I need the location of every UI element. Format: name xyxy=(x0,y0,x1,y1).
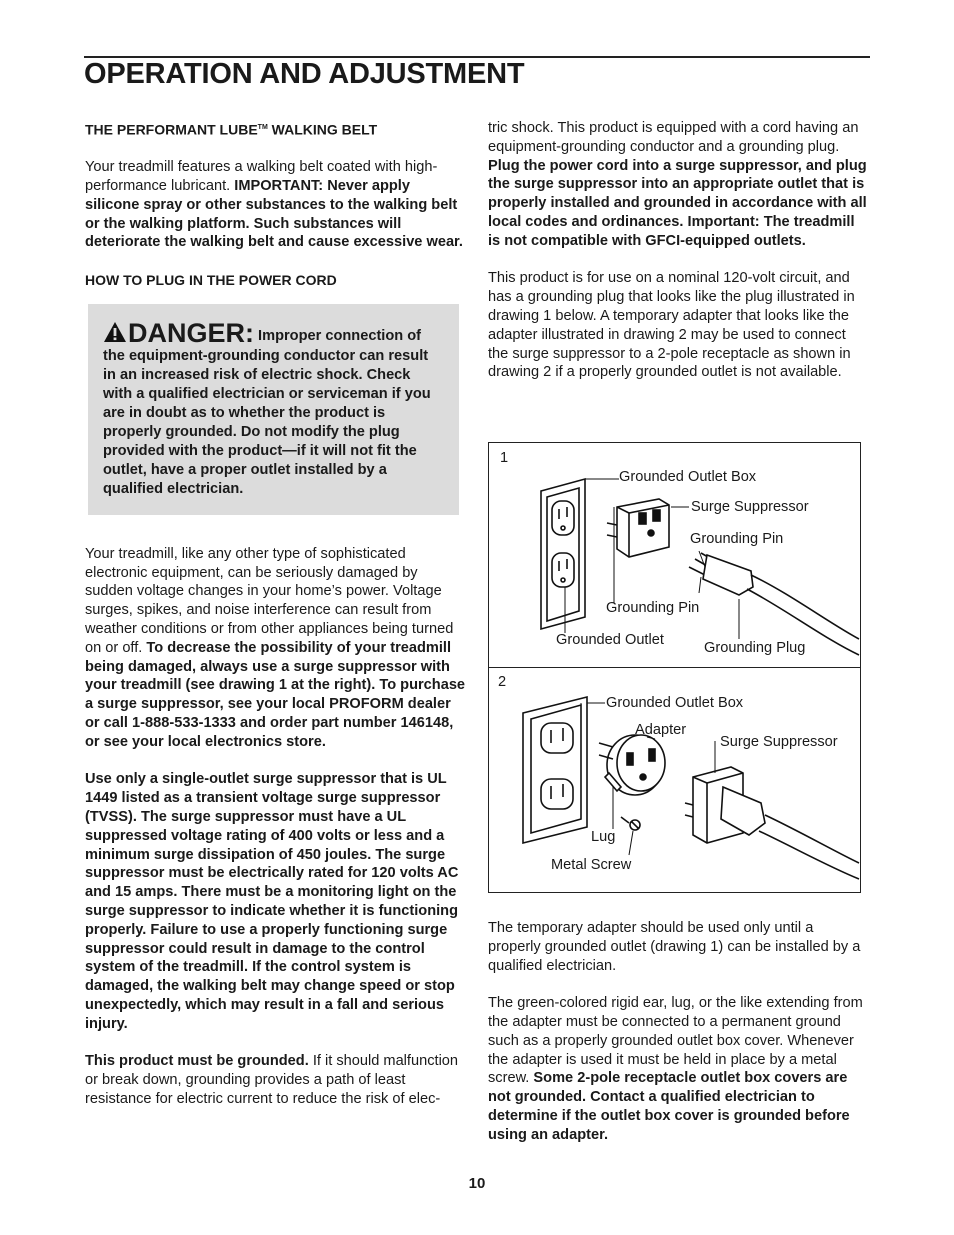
plug-instructions-paragraph: tric shock. This product is equipped with a cord having an equipment-grounding conductor and a grounding plug. Plug the power cord into a surge suppressor, and plug the surge suppressor into an appropriate outlet that is properly installed and grounded in accordance with all local codes and ordinances. Important: The treadmill is not compatible with GFCI-equipped outlets. xyxy=(488,120,867,249)
label-grounding-pin-bottom: Grounding Pin xyxy=(606,600,700,616)
danger-label: DANGER: xyxy=(128,317,254,348)
walking-belt-paragraph: Your treadmill features a walking belt coated with high-performance lubricant. IMPORTANT: Never apply silicone spray or other substances to the walking belt or the walking platform. Such substances will deteriorate the walking belt and cause excessive wear. xyxy=(85,159,463,251)
label-grounded-outlet-box-1: Grounded Outlet Box xyxy=(619,469,757,485)
danger-text: Improper connection of the equipment-grounding conductor can result in an increased risk of electric shock. Check with a qualified electrician or serviceman if you are in doubt as to whether the product is properly grounded. Do not modify the plug provided with the product—if it will not fit the outlet, have a proper outlet installed by a qualified electrician. xyxy=(103,327,431,497)
label-adapter: Adapter xyxy=(635,722,687,738)
surge-suppressor-1 xyxy=(607,499,669,557)
drawing-1-number: 1 xyxy=(500,450,509,466)
surge-suppressor-2 xyxy=(685,767,859,879)
section-heading-walking-belt: THE PERFORMANT LUBE™ WALKING BELT xyxy=(85,121,378,138)
label-surge-suppressor-1: Surge Suppressor xyxy=(691,499,809,515)
label-grounded-outlet-box-2: Grounded Outlet Box xyxy=(606,695,744,711)
page-title: OPERATION AND ADJUSTMENT xyxy=(84,58,525,90)
right-column xyxy=(488,119,868,382)
plug-diagram-figure xyxy=(488,442,861,893)
danger-warning-box xyxy=(88,304,459,515)
label-metal-screw: Metal Screw xyxy=(551,857,632,873)
surge-suppressor-requirements: Use only a single-outlet surge suppressor that is UL 1449 listed as a transient voltage surge suppressor (TVSS). The surge suppressor must have a UL suppressed voltage rating of 400 volts or less and a minimum surge dissipation of 450 joules. The surge suppressor must be electrically rated for 120 volts AC and 15 amps. There must be a monitoring light on the surge suppressor to indicate whether it is functioning properly. Failure to use a properly functioning surge suppressor could result in damage to the control system of the treadmill. If the control system is damaged, the walking belt may change speed or stop unexpectedly, which may result in a fall and serious injury. xyxy=(85,771,459,1032)
grounded-outlet-box-2 xyxy=(523,697,587,843)
warning-triangle-icon xyxy=(103,321,127,343)
left-column xyxy=(85,119,467,1109)
grounding-paragraph: This product must be grounded. If it should malfunction or break down, grounding provides a path of least resistance for electric current to reduce the risk of elec- xyxy=(85,1053,459,1107)
page-number: 10 xyxy=(468,1175,486,1192)
grounded-outlet-box-1 xyxy=(541,479,585,629)
label-grounding-plug: Grounding Plug xyxy=(704,640,806,656)
label-grounding-pin-top: Grounding Pin xyxy=(690,531,784,547)
label-surge-suppressor-2: Surge Suppressor xyxy=(720,734,838,750)
temporary-adapter-paragraph: The temporary adapter should be used only until a properly grounded outlet (drawing 1) can be installed by a qualified electrician. xyxy=(488,920,861,974)
surge-paragraph: Your treadmill, like any other type of sophisticated electronic equipment, can be seriously damaged by sudden voltage changes in your home’s power. Voltage surges, spikes, and noise interference can result from weather conditions or from other appliances being turned on or off. To decrease the possibility of your treadmill being damaged, always use a surge suppressor with your treadmill (see drawing 1 at the right). To purchase a surge suppressor, see your local PROFORM dealer or call 1-888-533-1333 and order part number 146148, or see your local electronics store. xyxy=(85,545,466,750)
label-lug: Lug xyxy=(591,829,616,845)
right-column-lower xyxy=(488,919,870,1145)
circuit-paragraph: This product is for use on a nominal 120-volt circuit, and has a grounding plug that looks like the plug illustrated in drawing 1 below. A temporary adapter that looks like the adapter illustrated in drawing 2 may be used to connect the surge suppressor to a 2-pole receptacle as shown in drawing 2 if a properly grounded outlet is not available. xyxy=(488,270,855,381)
adapter-grounding-paragraph: The green-colored rigid ear, lug, or the like extending from the adapter must be connected to a permanent ground such as a properly grounded outlet box cover. Whenever the adapter is used it must be held in place by a metal screw. Some 2-pole receptacle outlet box covers are not grounded. Contact a qualified electrician to determine if the outlet box cover is grounded before using an adapter. xyxy=(488,995,863,1143)
section-heading-power-cord: HOW TO PLUG IN THE POWER CORD xyxy=(85,272,337,289)
adapter xyxy=(599,735,665,795)
metal-screw xyxy=(621,817,640,830)
drawing-2-number: 2 xyxy=(498,674,507,690)
label-grounded-outlet: Grounded Outlet xyxy=(556,632,664,648)
